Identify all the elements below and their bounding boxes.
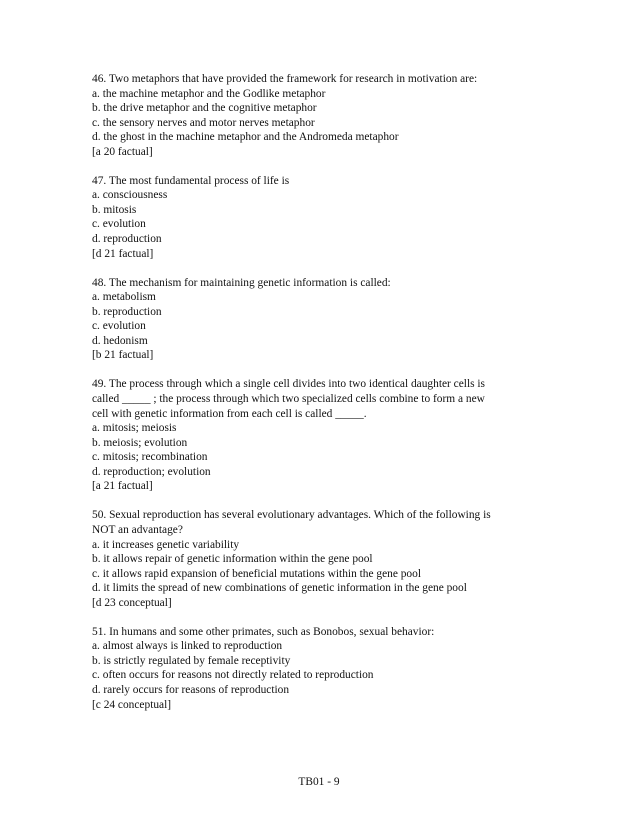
option-a: a. consciousness xyxy=(92,189,168,202)
question-stem: 46. Two metaphors that have provided the framework for research in motivation are: xyxy=(92,73,478,85)
option-d: d. reproduction; evolution xyxy=(92,465,211,478)
question-stem: 47. The most fundamental process of life is xyxy=(92,174,290,187)
option-c: c. it allows rapid expansion of beneficial mutations within the gene pool xyxy=(92,567,421,580)
question-49 xyxy=(92,377,562,493)
option-c: c. evolution xyxy=(92,218,146,231)
option-d: d. the ghost in the machine metaphor and the Andromeda metaphor xyxy=(92,131,399,144)
option-c: c. often occurs for reasons not directly related to reproduction xyxy=(92,669,374,682)
question-51 xyxy=(92,625,562,712)
question-48 xyxy=(92,276,562,363)
option-b: b. meiosis; evolution xyxy=(92,436,188,449)
answer-key: [a 20 factual] xyxy=(92,145,153,158)
question-stem-line-2: called _____ ; the process through which two specialized cells combine to form a new xyxy=(92,393,485,406)
question-stem-line-2: NOT an advantage? xyxy=(92,523,183,536)
question-stem-line-3: cell with genetic information from each cell is called _____. xyxy=(92,407,367,420)
option-b: b. is strictly regulated by female receptivity xyxy=(92,654,291,667)
answer-key: [b 21 factual] xyxy=(92,349,154,362)
question-46 xyxy=(92,72,562,159)
page-footer: TB01 - 9 xyxy=(298,776,340,788)
answer-key: [d 21 factual] xyxy=(92,247,154,260)
question-stem-line-1: 49. The process through which a single cell divides into two identical daughter cells is xyxy=(92,378,485,391)
option-d: d. reproduction xyxy=(92,233,162,246)
answer-key: [a 21 factual] xyxy=(92,480,153,493)
option-c: c. mitosis; recombination xyxy=(92,451,208,464)
option-b: b. the drive metaphor and the cognitive metaphor xyxy=(92,102,317,115)
question-stem: 51. In humans and some other primates, such as Bonobos, sexual behavior: xyxy=(92,625,435,638)
answer-key: [d 23 conceptual] xyxy=(92,596,172,609)
answer-key: [c 24 conceptual] xyxy=(92,698,172,711)
option-a: a. mitosis; meiosis xyxy=(92,422,177,435)
question-50 xyxy=(92,508,562,610)
option-c: c. evolution xyxy=(92,320,146,333)
option-c: c. the sensory nerves and motor nerves metaphor xyxy=(92,116,315,129)
option-b: b. mitosis xyxy=(92,203,137,216)
option-a: a. metabolism xyxy=(92,291,156,304)
option-a: a. it increases genetic variability xyxy=(92,538,240,551)
option-d: d. hedonism xyxy=(92,334,148,347)
option-a: a. almost always is linked to reproduction xyxy=(92,640,283,653)
question-stem-line-1: 50. Sexual reproduction has several evolutionary advantages. Which of the following is xyxy=(92,509,491,522)
option-d: d. rarely occurs for reasons of reproduction xyxy=(92,683,290,696)
option-d: d. it limits the spread of new combinations of genetic information in the gene pool xyxy=(92,582,467,595)
question-stem: 48. The mechanism for maintaining genetic information is called: xyxy=(92,276,391,289)
option-b: b. it allows repair of genetic information within the gene pool xyxy=(92,553,373,566)
question-47 xyxy=(92,174,562,261)
option-b: b. reproduction xyxy=(92,305,162,318)
option-a: a. the machine metaphor and the Godlike metaphor xyxy=(92,87,326,100)
page-content xyxy=(92,72,562,727)
